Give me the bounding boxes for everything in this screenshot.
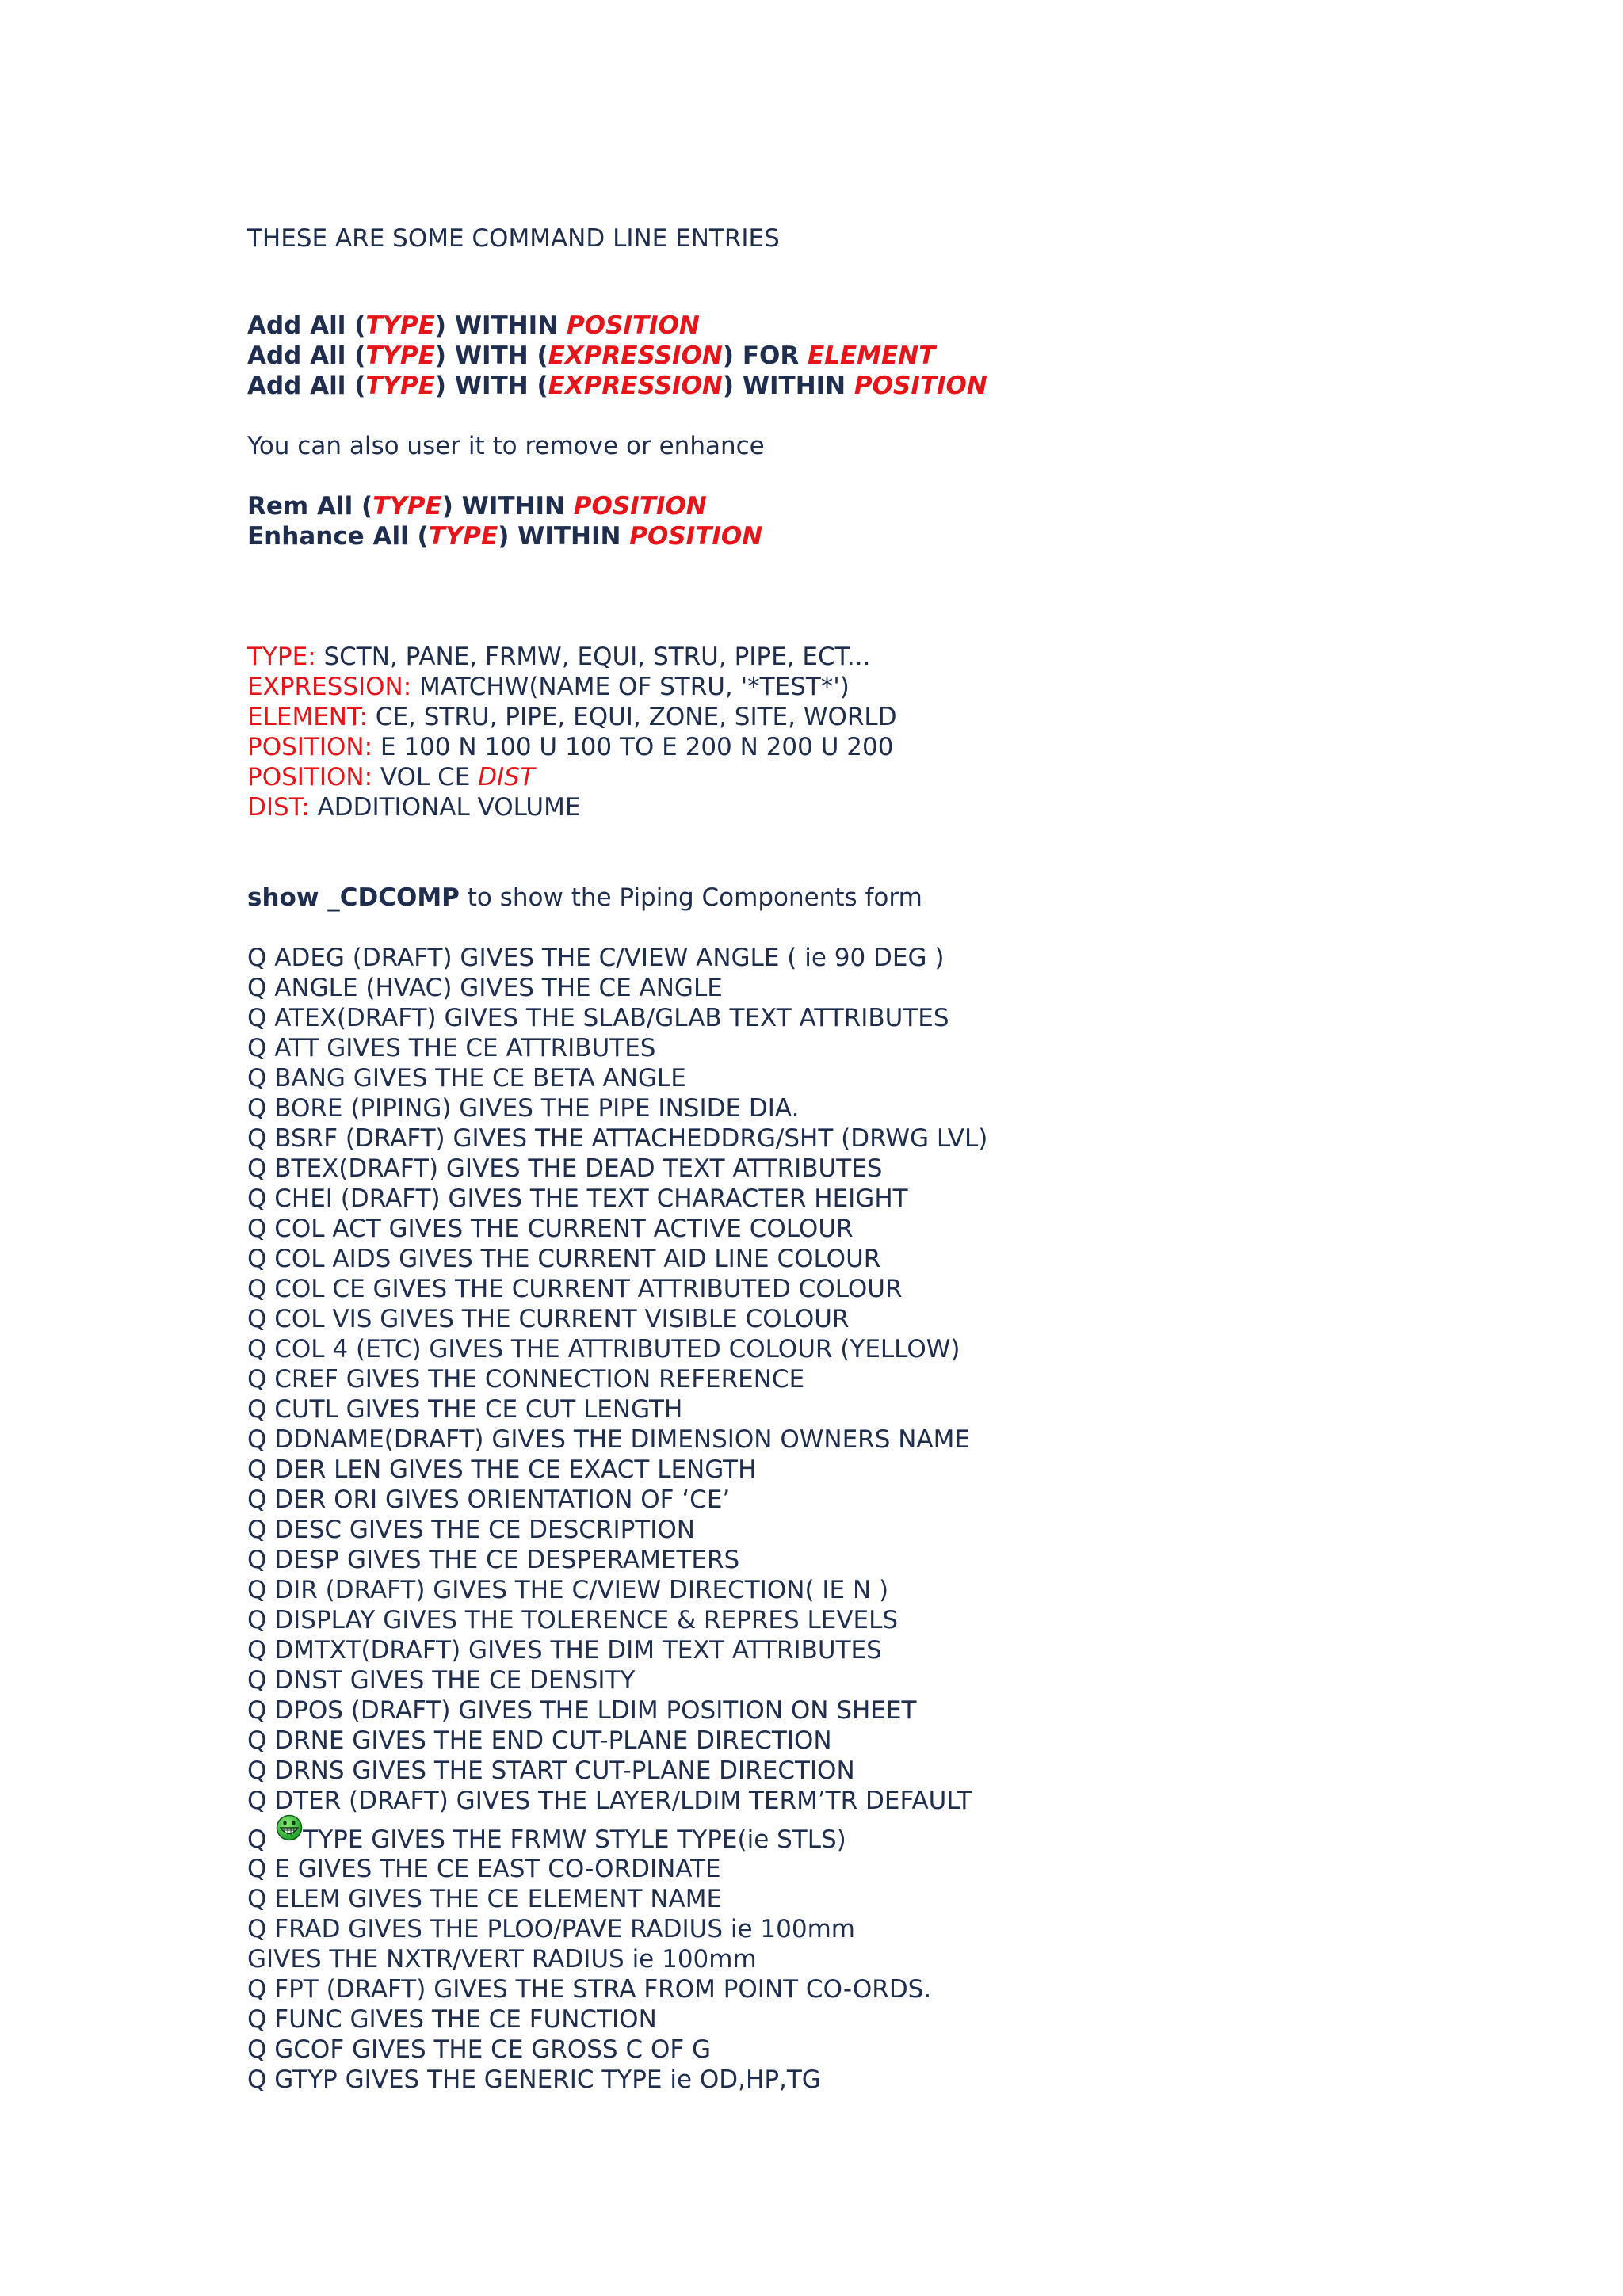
param-position: POSITION: [566, 311, 700, 340]
command-text: ) WITH (: [434, 341, 548, 370]
query-line: Q COL VIS GIVES THE CURRENT VISIBLE COLOUR: [247, 1305, 850, 1333]
query-line: Q FPT (DRAFT) GIVES THE STRA FROM POINT CO-ORDS.: [247, 1975, 932, 2004]
query-line: GIVES THE NXTR/VERT RADIUS ie 100mm: [247, 1945, 757, 1974]
query-line-smiley: [247, 1824, 1579, 1854]
definition-line: [247, 792, 1579, 822]
query-line: Q DISPLAY GIVES THE TOLERENCE & REPRES LEVELS: [247, 1606, 899, 1634]
query-line: Q DMTXT(DRAFT) GIVES THE DIM TEXT ATTRIBUTES: [247, 1636, 882, 1665]
query-line: Q ATEX(DRAFT) GIVES THE SLAB/GLAB TEXT ATTRIBUTES: [247, 1004, 949, 1032]
query-line: Q BTEX(DRAFT) GIVES THE DEAD TEXT ATTRIBUTES: [247, 1154, 883, 1183]
query-line: Q E GIVES THE CE EAST CO-ORDINATE: [247, 1855, 721, 1883]
query-line: Q DRNE GIVES THE END CUT-PLANE DIRECTION: [247, 1726, 832, 1755]
query-line: Q DDNAME(DRAFT) GIVES THE DIMENSION OWNERS NAME: [247, 1425, 970, 1454]
command-text: Rem All (: [247, 492, 373, 521]
query-line: Q DER LEN GIVES THE CE EXACT LENGTH: [247, 1455, 757, 1484]
query-line: Q DNST GIVES THE CE DENSITY: [247, 1666, 636, 1695]
definition-key: ELEMENT:: [247, 703, 368, 731]
param-expression: EXPRESSION: [548, 341, 723, 370]
definition-line: [247, 702, 1579, 732]
param-type: TYPE: [372, 492, 442, 521]
definition-value: ADDITIONAL VOLUME: [309, 793, 581, 822]
query-line: Q FRAD GIVES THE PLOO/PAVE RADIUS ie 100mm: [247, 1915, 855, 1943]
definition-value: MATCHW(NAME OF STRU, '*TEST*'): [411, 673, 850, 701]
query-prefix: Q: [247, 1825, 275, 1854]
query-line: Q DIR (DRAFT) GIVES THE C/VIEW DIRECTION( IE N ): [247, 1576, 889, 1604]
definition-key: POSITION:: [247, 763, 373, 791]
param-type: TYPE: [365, 341, 435, 370]
query-line: Q COL AIDS GIVES THE CURRENT AID LINE COLOUR: [247, 1245, 881, 1273]
command-line: [247, 311, 1579, 341]
query-line: Q BANG GIVES THE CE BETA ANGLE: [247, 1064, 686, 1093]
query-line: Q COL 4 (ETC) GIVES THE ATTRIBUTED COLOUR (YELLOW): [247, 1335, 960, 1363]
query-list: [247, 943, 1579, 1816]
query-list-2: [247, 1854, 1579, 2095]
show-command: show _CDCOMP: [247, 883, 460, 912]
query-text: TYPE GIVES THE FRMW STYLE TYPE(ie STLS): [303, 1825, 846, 1854]
param-dist: DIST: [478, 763, 535, 791]
definition-value: VOL CE: [372, 763, 479, 791]
query-line: Q DTER (DRAFT) GIVES THE LAYER/LDIM TERM’TR DEFAULT: [247, 1787, 972, 1815]
command-text: Enhance All (: [247, 522, 429, 551]
definition-key: POSITION:: [247, 733, 373, 761]
query-line: Q CREF GIVES THE CONNECTION REFERENCE: [247, 1365, 805, 1394]
definition-line: [247, 642, 1579, 672]
query-line: Q DER ORI GIVES ORIENTATION OF ‘CE’: [247, 1486, 731, 1514]
grinning-smiley-icon: [276, 1814, 303, 1841]
param-expression: EXPRESSION: [548, 372, 723, 400]
command-line: [247, 521, 1579, 551]
command-text: ) WITHIN: [498, 522, 630, 551]
query-line: Q COL ACT GIVES THE CURRENT ACTIVE COLOUR: [247, 1215, 854, 1243]
query-line: Q BORE (PIPING) GIVES THE PIPE INSIDE DIA.: [247, 1094, 800, 1123]
definition-key: TYPE:: [247, 643, 316, 671]
query-line: Q DESC GIVES THE CE DESCRIPTION: [247, 1516, 695, 1544]
query-line: Q CUTL GIVES THE CE CUT LENGTH: [247, 1395, 683, 1424]
param-type: TYPE: [428, 522, 498, 551]
param-type: TYPE: [365, 311, 435, 340]
param-position: POSITION: [854, 372, 987, 400]
command-text: Add All (: [247, 311, 366, 340]
heading: THESE ARE SOME COMMAND LINE ENTRIES: [247, 224, 780, 253]
remove-note: You can also user it to remove or enhance: [247, 432, 765, 460]
param-type: TYPE: [365, 372, 435, 400]
query-line: Q GTYP GIVES THE GENERIC TYPE ie OD,HP,TG: [247, 2065, 821, 2094]
command-text: ) WITH (: [434, 372, 548, 400]
query-line: Q ELEM GIVES THE CE ELEMENT NAME: [247, 1885, 723, 1913]
definition-key: DIST:: [247, 793, 310, 822]
command-text: Add All (: [247, 341, 366, 370]
query-line: Q BSRF (DRAFT) GIVES THE ATTACHEDDRG/SHT (DRWG LVL): [247, 1124, 988, 1153]
show-command-line: [247, 883, 1579, 913]
query-line: Q CHEI (DRAFT) GIVES THE TEXT CHARACTER HEIGHT: [247, 1184, 908, 1213]
param-position: POSITION: [573, 492, 707, 521]
command-line: [247, 491, 1579, 521]
query-line: Q ANGLE (HVAC) GIVES THE CE ANGLE: [247, 974, 723, 1002]
definition-line: [247, 732, 1579, 762]
command-text: ) FOR: [722, 341, 808, 370]
query-line: Q DRNS GIVES THE START CUT-PLANE DIRECTION: [247, 1756, 855, 1785]
command-line: [247, 341, 1579, 371]
query-line: Q FUNC GIVES THE CE FUNCTION: [247, 2005, 657, 2034]
definition-key: EXPRESSION:: [247, 673, 412, 701]
query-line: Q GCOF GIVES THE CE GROSS C OF G: [247, 2035, 712, 2064]
query-line: Q COL CE GIVES THE CURRENT ATTRIBUTED COLOUR: [247, 1275, 903, 1303]
document-page: [247, 223, 1579, 2095]
definition-line: [247, 672, 1579, 702]
definition-value: CE, STRU, PIPE, EQUI, ZONE, SITE, WORLD: [367, 703, 897, 731]
param-element: ELEMENT: [808, 341, 936, 370]
command-text: Add All (: [247, 372, 366, 400]
param-position: POSITION: [629, 522, 763, 551]
query-line: Q DPOS (DRAFT) GIVES THE LDIM POSITION ON SHEET: [247, 1696, 917, 1725]
definition-value: E 100 N 100 U 100 TO E 200 N 200 U 200: [372, 733, 894, 761]
command-text: ) WITHIN: [434, 311, 567, 340]
command-text: ) WITHIN: [722, 372, 854, 400]
query-line: Q DESP GIVES THE CE DESPERAMETERS: [247, 1546, 740, 1574]
definition-line: [247, 762, 1579, 792]
command-text: ) WITHIN: [441, 492, 574, 521]
query-line: Q ADEG (DRAFT) GIVES THE C/VIEW ANGLE ( ie 90 DEG ): [247, 944, 945, 972]
command-line: [247, 371, 1579, 401]
definition-value: SCTN, PANE, FRMW, EQUI, STRU, PIPE, ECT...: [315, 643, 871, 671]
query-line: Q ATT GIVES THE CE ATTRIBUTES: [247, 1034, 656, 1062]
show-command-description: to show the Piping Components form: [459, 883, 922, 912]
